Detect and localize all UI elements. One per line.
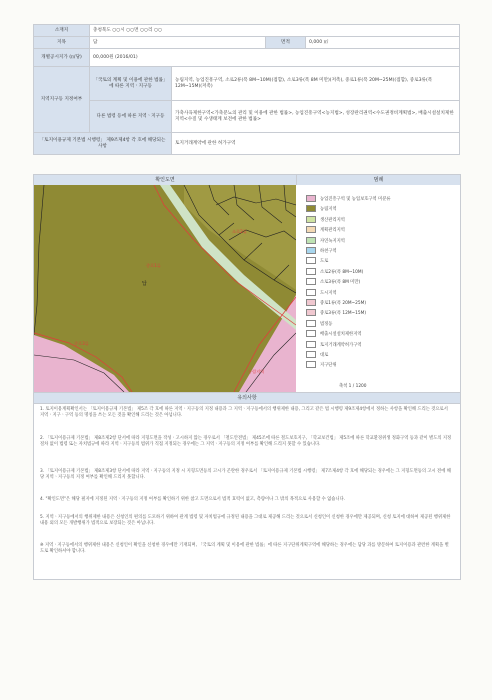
area-label: 면적 (266, 37, 306, 49)
jimok-label: 지목 (34, 37, 90, 49)
legend-item (306, 205, 337, 212)
address-label: 소재지 (34, 25, 90, 37)
legend-item (306, 330, 362, 337)
area-value: 0,000 ㎡ (306, 37, 460, 49)
map-section (33, 174, 461, 394)
legend-swatch (306, 361, 316, 368)
confirmation-map (34, 185, 296, 392)
zoning-row3-label: 「토지이용규제 기본법 시행령」 제9조제4항 각 호에 해당되는 사항 (34, 133, 172, 155)
legend-swatch (306, 320, 316, 327)
note-paragraph-3: 3. 「토지이용규제 기본법」 제8조제3항 단서에 따라 지역ㆍ지구등의 지정 시 지형도면등의 고시가 곤란한 경우로서 「토지이용규제 기본법 시행령」 제7조제4항 각 호에 해당되는 경우에는 그 지형도면등의 고시 전에 해당 지역ㆍ지구등의 지정 여부를 확인해 드리지 못합니다. (40, 469, 451, 480)
zoning-row2-label: 다른 법령 등에 따른 지역ㆍ지구등 (90, 101, 172, 133)
legend-label: 배출시설설치제한지역 (320, 332, 362, 338)
map-header: 확인도면 (34, 175, 297, 185)
legend-swatch (306, 216, 316, 223)
map-label-road-2: 소로2류 (232, 229, 247, 234)
legend-swatch (306, 351, 316, 358)
legend-item (306, 341, 362, 348)
legend-swatch (306, 330, 316, 337)
legend-item (306, 309, 366, 316)
map-label-road-3: 중로3류 (74, 341, 89, 346)
legend-swatch (306, 257, 316, 264)
note-paragraph-1: 1. 토지이용계획확인서는 「토지이용규제 기본법」 제5조 각 호에 따른 지역ㆍ지구등의 지정 내용과 그 지역ㆍ지구등에서의 행위제한 내용, 그리고 같은 법 시행령 제9조제4항에서 정하는 사항을 확인해 드리는 것으로서 지역ㆍ지구ㆍ구역 등의 명칭을 쓰는 모든 것을 확인해 드리는 것은 아닙니다. (40, 407, 448, 418)
legend-label: 농림지역 (320, 207, 337, 213)
legend-item (306, 351, 328, 358)
legend-item (306, 247, 337, 254)
legend-label: 법정동 (320, 321, 333, 327)
legend-label: 자연녹지지역 (320, 238, 345, 244)
info-table (33, 24, 460, 155)
zoning-row1-label: 「국토의 계획 및 이용에 관한 법률」에 따른 지역ㆍ지구등 (90, 67, 172, 101)
legend-item (306, 278, 360, 285)
zoning-row3-value: 토지거래계약에 관한 허가구역 (172, 133, 460, 155)
legend-label: 도로 (320, 259, 329, 265)
note-paragraph-2: 2. 「토지이용규제 기본법」 제8조제2항 단서에 따라 지형도면을 작성ㆍ고시하지 않는 경우로서 「철도안전법」 제45조에 따른 철도보호지구, 「학교보건법」 제5조에 따른 학교환경위생 정화구역 등과 같이 별도의 지정 절차 없이 법령 또는 자치법규에 따라 지역ㆍ지구등의 범위가 직접 지정되는 경우에는 그 지역ㆍ지구등의 지정 여부를 확인해 드리지 못할 수 있습니다. (40, 436, 452, 447)
legend-item (306, 237, 345, 244)
legend-swatch (306, 341, 316, 348)
jimok-value: 답 (90, 37, 266, 49)
map-label-region: 농림지역 (248, 369, 265, 374)
legend-swatch (306, 278, 316, 285)
legend-label: 생산관리지역 (320, 217, 345, 223)
legend-swatch (306, 237, 316, 244)
legend-swatch (306, 299, 316, 306)
price-value: 00,000원 (2016/01) (90, 49, 460, 67)
legend-swatch (306, 289, 316, 296)
note-paragraph-6: ※ 지역ㆍ지구등에서의 행위제한 내용은 신청인이 확인을 신청한 경우에만 기재되며, 「국토의 계획 및 이용에 관한 법률」에 따른 지구단위계획구역에 해당하는 경우에는 담당 과를 방문하여 토지이용과 관련한 계획을 별도로 확인하셔야 합니다. (40, 543, 449, 554)
zoning-section-label: 지역지구등 지정여부 (34, 67, 90, 133)
legend-label: 하천구역 (320, 249, 337, 254)
note-paragraph-4: 4. "확인도면"은 해당 필지에 지정된 지역ㆍ지구등의 지정 여부를 확인하기 위한 참고 도면으로서 법적 효력이 없고, 측량이나 그 밖의 목적으로 사용할 수 없습니다. (40, 497, 346, 502)
legend-label: 계획관리지역 (320, 228, 345, 234)
note-paragraph-5: 5. 지역ㆍ지구등에서의 행위제한 내용은 신청인의 편의를 도모하기 위하여 관계 법령 및 자치법규에 규정된 내용을 그대로 제공해 드리는 것으로서 신청인이 신청한 경우에만 제공되며, 신청 토지에 대하여 제공된 행위제한 내용 외의 모든 개발행위가 법적으로 보장되는 것은 아닙니다. (40, 515, 451, 526)
legend-header: 범례 (297, 175, 460, 185)
scale-note: 축척 1 / 1200 (339, 384, 367, 389)
legend-item (306, 268, 363, 275)
legend-label: 토지거래계약허가구역 (320, 342, 362, 348)
legend-label: 대로 (320, 353, 329, 358)
legend-swatch (306, 205, 316, 212)
legend-panel (299, 185, 459, 392)
legend-swatch (306, 195, 316, 202)
map-drawing (34, 185, 296, 392)
legend-label: 중로3류(폭 12M~15M) (320, 311, 367, 317)
legend-swatch (306, 309, 316, 316)
zoning-row1-value: 농림지역, 농업진흥구역, 소로2류(폭 8M~10M)(접합), 소로3류(폭 8M 미만)(저촉), 중로1류(폭 20M~25M)(접합), 중로3류(폭 12M~15M)(저촉) (172, 67, 460, 101)
legend-item (306, 216, 345, 223)
notes-header: 유의사항 (34, 393, 460, 404)
address-value: 충청북도 ○○시 ○○면 ○○리 ○○ (90, 25, 460, 37)
legend-label: 도시지역 (320, 290, 337, 296)
legend-label: 소로2류(폭 8M~10M) (320, 269, 364, 275)
legend-label: 중로1류(폭 20M~25M) (320, 301, 367, 306)
zoning-row2-value: 가축사육제한구역<가축분뇨의 관리 및 이용에 관한 법률>, 농업진흥구역<농지법>, 성장관리권역<수도권정비계획법>, 배출시설설치제한지역<수질 및 수생태계 보전에 관한 법률> (172, 101, 460, 133)
legend-swatch (306, 226, 316, 233)
legend-label: 지구단위 (320, 363, 337, 369)
legend-swatch (306, 247, 316, 254)
legend-item (306, 299, 366, 306)
land-use-document (33, 24, 459, 155)
legend-item (306, 226, 345, 233)
map-label-road-1: 중로1류 (146, 263, 161, 268)
legend-item (306, 361, 337, 368)
legend-label: 농업진흥구역 및 농업보호구역 미분류 (320, 197, 391, 202)
notes-section (33, 392, 461, 580)
price-label: 개별공시지가 (㎡당) (34, 49, 90, 67)
legend-item (306, 257, 328, 264)
parcel-label: 답 (142, 281, 147, 287)
legend-item (306, 289, 337, 296)
legend-label: 소로3류(폭 8M 미만) (320, 280, 361, 286)
legend-swatch (306, 268, 316, 275)
legend-item (306, 195, 391, 202)
legend-item (306, 320, 332, 327)
